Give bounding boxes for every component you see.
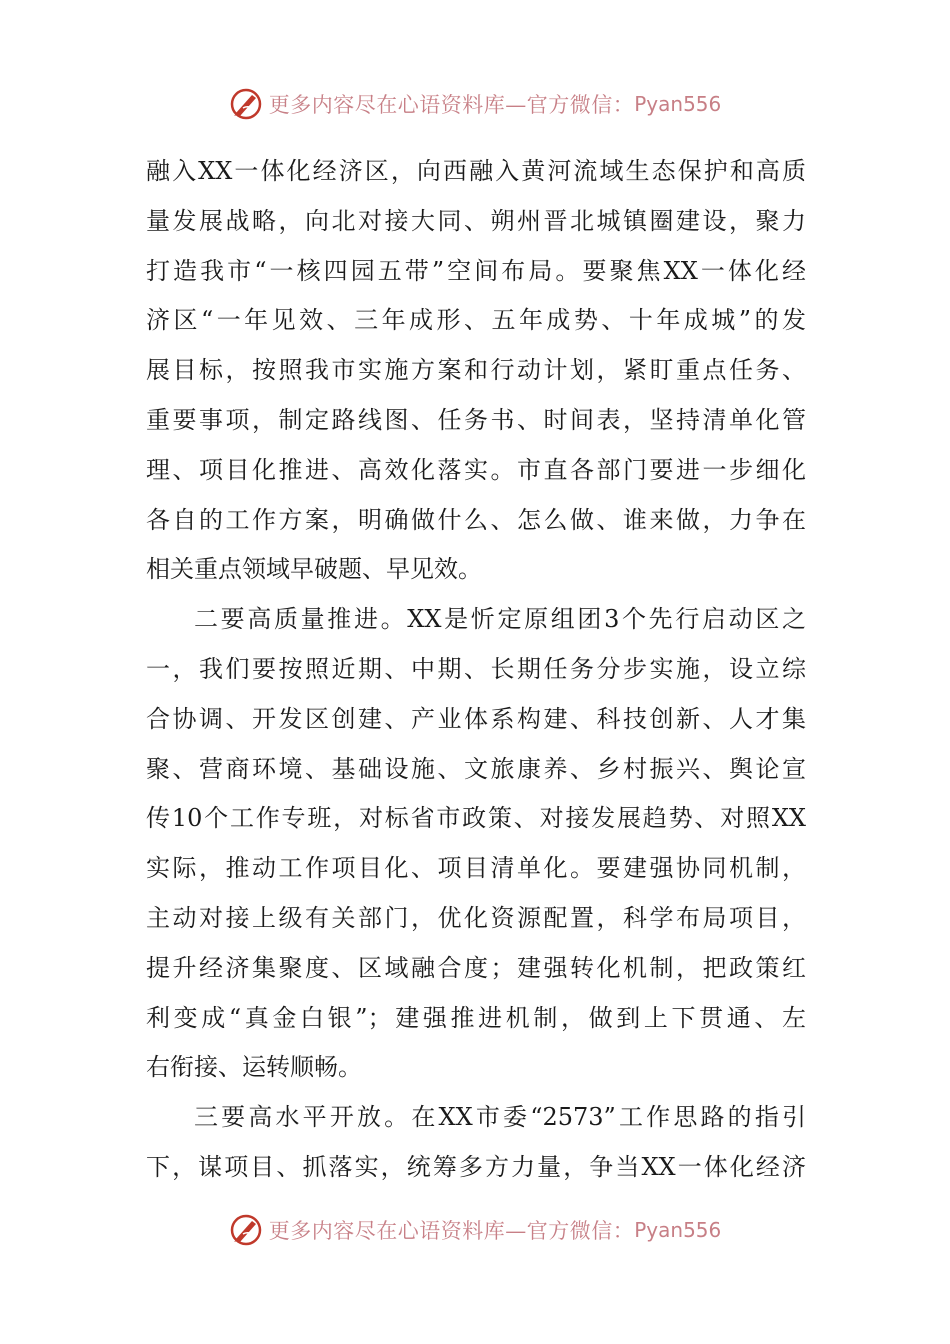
text-line: 展目标，按照我市实施方案和行动计划，紧盯重点任务、: [146, 356, 806, 385]
header-banner-id: Pyan556: [634, 92, 722, 116]
text-line: 传10个工作专班，对标省市政策、对接发展趋势、对照XX: [146, 804, 806, 833]
text-line: 合协调、开发区创建、产业体系构建、科技创新、人才集: [146, 704, 806, 733]
text-line: 一，我们要按照近期、中期、长期任务分步实施，设立综: [146, 654, 806, 683]
text-line: 融入XX一体化经济区，向西融入黄河流域生态保护和高质: [146, 157, 806, 185]
paragraph: [146, 1093, 806, 1193]
pen-logo-icon: [229, 1213, 263, 1247]
footer-watermark-banner: [0, 1208, 950, 1252]
document-body: [146, 147, 806, 1193]
text-line: 实际，推动工作项目化、项目清单化。要建强协同机制，: [146, 854, 806, 883]
text-line: 重要事项，制定路线图、任务书、时间表，坚持清单化管: [146, 405, 806, 434]
text-line: 下，谋项目、抓落实，统筹多方力量，争当XX一体化经济: [146, 1152, 806, 1181]
footer-banner-text: 更多内容尽在心语资料库—官方微信：: [268, 1219, 635, 1243]
text-line: 右衔接、运转顺畅。: [146, 1053, 362, 1082]
text-line: 量发展战略，向北对接大同、朔州晋北城镇圈建设，聚力: [146, 206, 806, 235]
text-line: 济区“一年见效、三年成形、五年成势、十年成城”的发: [146, 306, 806, 335]
text-line: 理、项目化推进、高效化落实。市直各部门要进一步细化: [146, 455, 806, 484]
text-line: 各自的工作方案，明确做什么、怎么做、谁来做，力争在: [146, 505, 806, 534]
header-watermark-banner: [0, 82, 950, 126]
footer-banner-id: Pyan556: [634, 1218, 722, 1242]
text-line: 相关重点领域早破题、早见效。: [146, 555, 482, 584]
text-line: 主动对接上级有关部门，优化资源配置，科学布局项目，: [146, 903, 806, 932]
text-line: 三要高水平开放。在XX市委“2573”工作思路的指引: [194, 1103, 806, 1132]
text-line: 聚、营商环境、基础设施、文旅康养、乡村振兴、舆论宣: [146, 754, 806, 783]
text-line: 提升经济集聚度、区域融合度；建强转化机制，把政策红: [146, 953, 806, 982]
pen-logo-icon: [229, 87, 263, 121]
header-banner-text: 更多内容尽在心语资料库—官方微信：: [268, 93, 635, 117]
text-line: 打造我市“一核四园五带”空间布局。要聚焦XX一体化经: [146, 256, 806, 285]
paragraph: [146, 595, 806, 1093]
text-line: 二要高质量推进。XX是忻定原组团3个先行启动区之: [194, 605, 806, 634]
paragraph: [146, 147, 806, 595]
text-line: 利变成“真金白银”；建强推进机制，做到上下贯通、左: [146, 1003, 806, 1032]
